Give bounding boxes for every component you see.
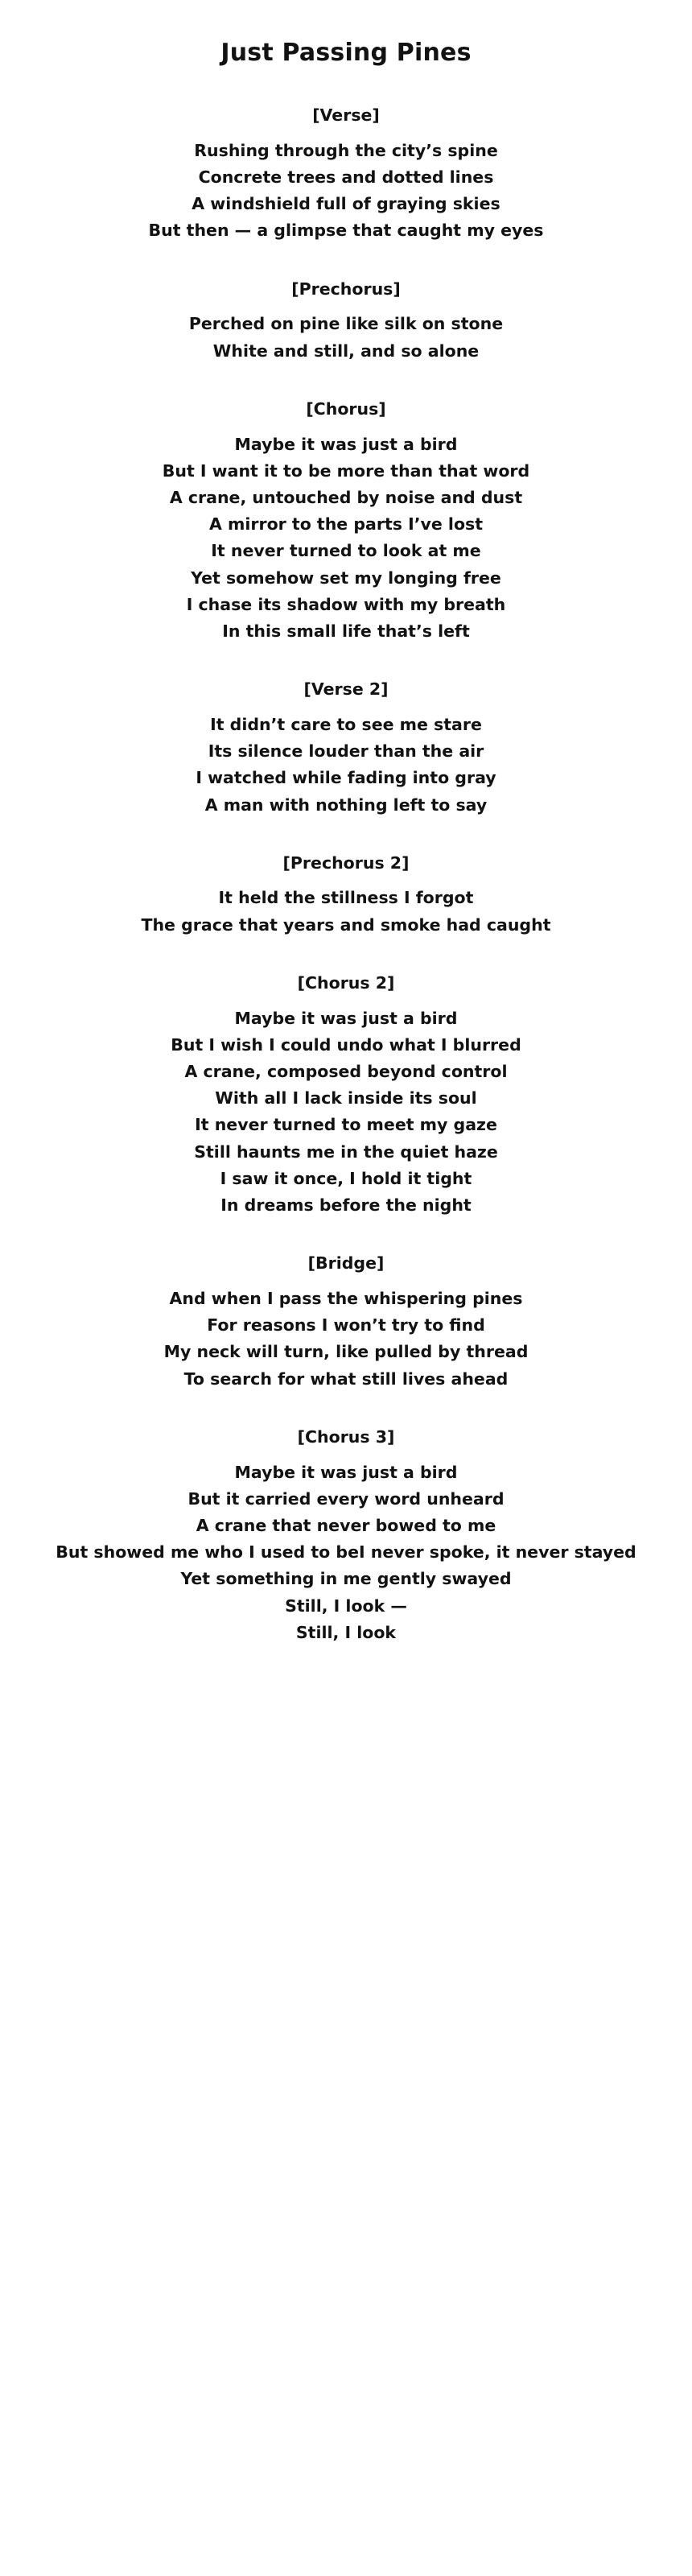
lyric-line: But I want it to be more than that word	[162, 460, 530, 481]
lyrics-section	[32, 677, 660, 819]
section-label: [Chorus 2]	[297, 972, 395, 993]
lyric-line: White and still, and so alone	[212, 341, 480, 361]
section-label: [Verse]	[312, 105, 380, 125]
lyric-line: Yet somehow set my longing free	[191, 568, 501, 588]
lyrics-section	[32, 1425, 660, 1646]
lyric-line: A crane, untouched by noise and dust	[169, 487, 523, 507]
lyric-line: To search for what still lives ahead	[183, 1368, 509, 1389]
section-label: [Prechorus]	[291, 279, 401, 299]
lyric-line: It held the stillness I forgot	[218, 888, 474, 908]
lyric-line: A man with nothing left to say	[204, 795, 488, 815]
lyric-line: Yet something in me gently swayed	[180, 1569, 512, 1589]
lyric-line: It never turned to meet my gaze	[195, 1115, 497, 1135]
lyric-line: Maybe it was just a bird	[234, 1462, 458, 1482]
section-label: [Prechorus 2]	[282, 852, 410, 873]
lyrics-section	[32, 1251, 660, 1393]
lyric-line: In dreams before the night	[220, 1195, 472, 1216]
lyric-line: My neck will turn, like pulled by thread	[163, 1342, 529, 1362]
lyric-line: But it carried every word unheard	[187, 1488, 505, 1509]
lyric-line: Still, I look —	[285, 1596, 407, 1616]
lyric-line: Perched on pine like silk on stone	[188, 314, 504, 334]
section-label: [Bridge]	[307, 1253, 385, 1274]
page-title: Just Passing Pines	[220, 39, 472, 67]
lyrics-section	[32, 971, 660, 1219]
lyric-line: In this small life that’s left	[222, 621, 470, 641]
lyric-line: A mirror to the parts I’ve lost	[208, 514, 484, 535]
lyric-line: Maybe it was just a bird	[234, 1008, 458, 1028]
lyric-line: But I wish I could undo what I blurred	[171, 1034, 521, 1055]
lyric-line: And when I pass the whispering pines	[169, 1289, 523, 1309]
lyrics-section	[32, 397, 660, 645]
section-label: [Verse 2]	[303, 679, 389, 700]
lyric-line: The grace that years and smoke had caught	[141, 914, 551, 935]
lyric-line: I saw it once, I hold it tight	[220, 1168, 472, 1188]
lyric-line: A crane, composed beyond control	[184, 1062, 508, 1082]
lyric-line: Its silence louder than the air	[208, 741, 484, 762]
lyric-line: With all I lack inside its soul	[215, 1088, 477, 1108]
lyric-line: Still haunts me in the quiet haze	[194, 1141, 498, 1162]
lyric-line: I chase its shadow with my breath	[186, 594, 506, 614]
lyric-line: But then — a glimpse that caught my eyes	[148, 221, 544, 241]
lyrics-section	[32, 277, 660, 365]
lyric-line: Rushing through the city’s spine	[194, 140, 498, 160]
lyric-line: It didn’t care to see me stare	[210, 714, 482, 734]
section-label: [Chorus 3]	[297, 1426, 395, 1447]
lyric-line: For reasons I won’t try to find	[207, 1315, 485, 1335]
section-label: [Chorus]	[306, 398, 386, 419]
lyric-line: Concrete trees and dotted lines	[198, 167, 494, 187]
lyrics-section	[32, 851, 660, 939]
lyrics-body	[0, 103, 692, 1646]
lyric-line: Maybe it was just a bird	[234, 434, 458, 454]
lyric-line: Still, I look	[295, 1622, 397, 1642]
lyric-line: A windshield full of graying skies	[192, 194, 500, 214]
lyric-line: I watched while fading into gray	[196, 768, 496, 788]
lyric-line: But showed me who I used to beI never spoke, it never stayed	[56, 1542, 636, 1563]
lyric-line: It never turned to look at me	[211, 541, 481, 561]
lyrics-section	[32, 103, 660, 245]
lyric-line: A crane that never bowed to me	[196, 1516, 496, 1536]
